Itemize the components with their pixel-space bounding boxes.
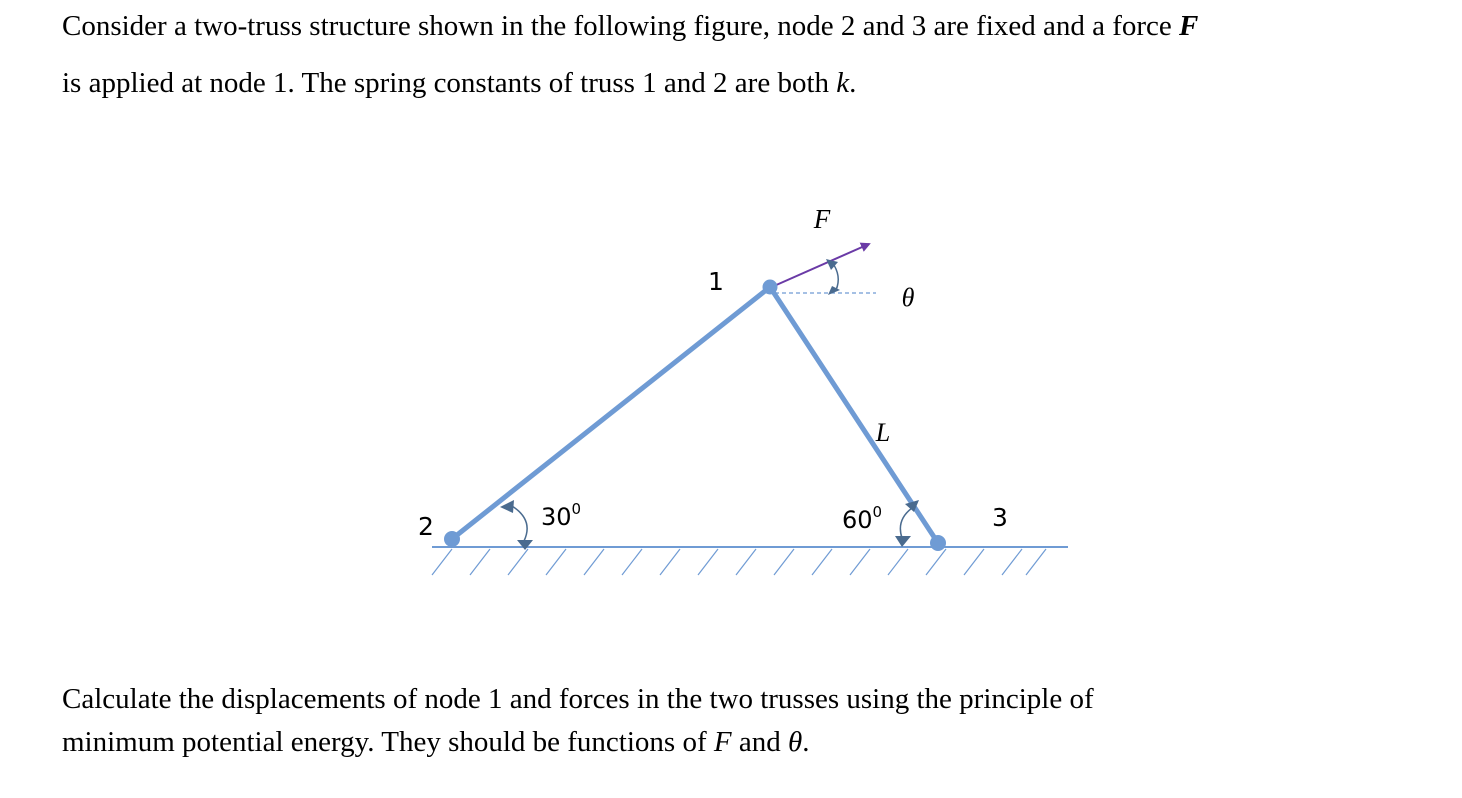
intro-line-2-text: is applied at node 1. The spring constants of truss 1 and 2 are both	[62, 67, 837, 99]
question-and-text: and	[731, 726, 788, 758]
angle-60-label	[842, 503, 882, 534]
angle-60-degree-sup: 0	[872, 503, 883, 521]
angle-60-value: 60	[842, 506, 873, 534]
theta-angle-arrow	[826, 259, 840, 295]
theta-label: θ	[901, 283, 915, 312]
ground-hatching	[432, 549, 1046, 575]
intro-line-2-period: .	[849, 67, 857, 99]
length-label: L	[875, 418, 891, 447]
node-1-label: 1	[708, 267, 724, 296]
spring-constant-symbol: k	[836, 67, 850, 99]
intro-line-1-text: Consider a two-truss structure shown in the following figure, node 2 and 3 are fixed and a force	[62, 10, 1179, 42]
question-text-line-2	[62, 726, 809, 759]
question-force-symbol: F	[713, 726, 732, 758]
question-period: .	[802, 726, 810, 758]
node-3-label: 3	[992, 503, 1008, 532]
node-3-pin	[930, 535, 946, 551]
question-line-1-text: Calculate the displacements of node 1 and forces in the two trusses using the principle of	[62, 683, 1094, 715]
force-symbol: F	[1179, 10, 1199, 42]
angle-30-arrow	[500, 500, 533, 550]
angle-30-degree-sup: 0	[571, 500, 582, 518]
node-2-pin	[444, 531, 460, 547]
angle-30-value: 30	[541, 503, 572, 531]
node-1-pin	[763, 280, 778, 295]
question-line-2-text: minimum potential energy. They should be functions of	[62, 726, 714, 758]
force-arrow	[774, 244, 869, 286]
truss-member-1	[452, 287, 770, 539]
force-label: F	[813, 204, 831, 234]
node-2-label: 2	[418, 512, 434, 541]
question-text-line-1	[62, 683, 1094, 716]
angle-60-arrow	[895, 500, 919, 547]
angle-30-label	[541, 500, 581, 531]
question-theta-symbol: θ	[787, 726, 803, 758]
